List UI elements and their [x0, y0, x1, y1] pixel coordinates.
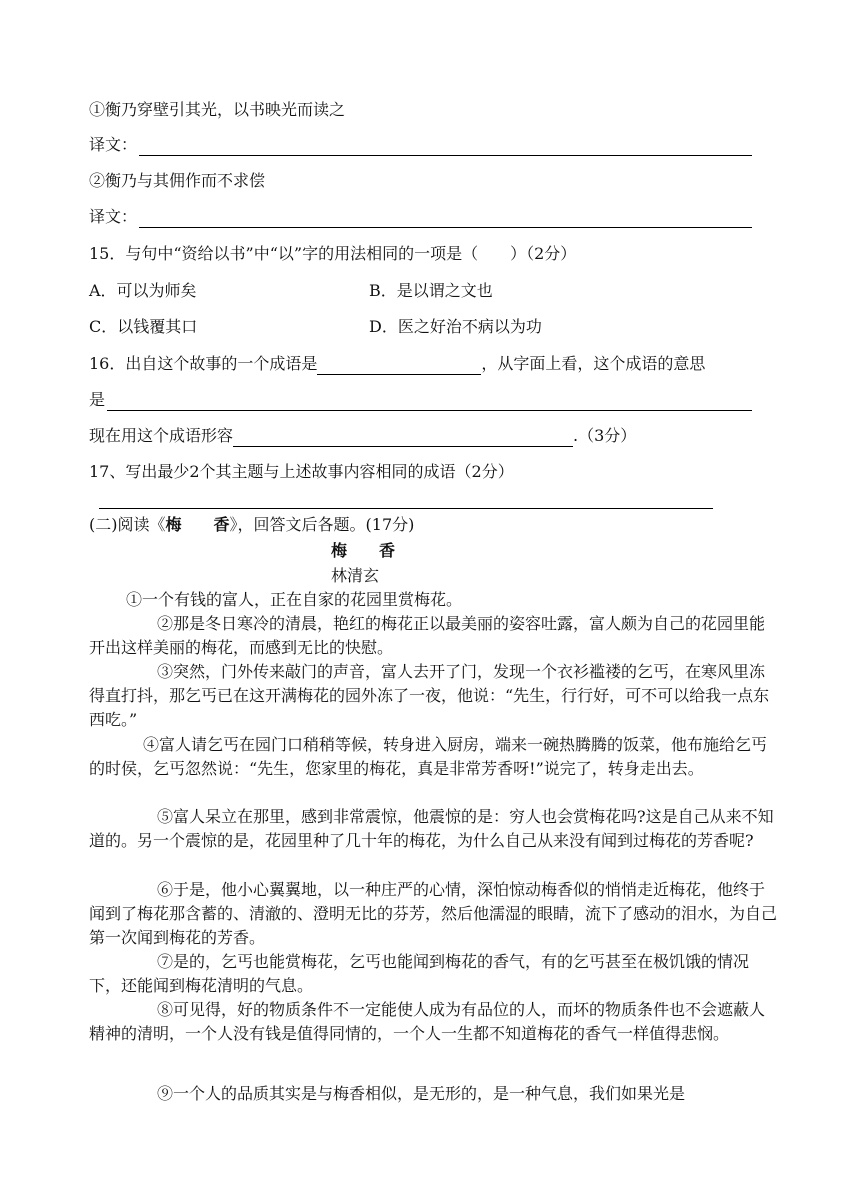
q14-item2: ②衡乃与其佣作而不求偿: [89, 171, 266, 190]
section2-title: 梅 香: [165, 515, 230, 534]
q14-item1: ①衡乃穿壁引其光，以书映光而读之: [89, 100, 346, 119]
q14-translation-line-1: [89, 134, 752, 156]
section2-suffix: 》，回答文后各题。(17分): [229, 515, 415, 534]
translation-label: 译文：: [89, 207, 138, 226]
q16-line-3: [89, 425, 636, 447]
translation-label: 译文：: [89, 135, 138, 154]
q17-stem: 17、写出最少2个其主题与上述故事内容相同的成语（2分）: [89, 462, 514, 481]
q14-translation-line-2: [89, 206, 752, 228]
q15-option-d: D．医之好治不病以为功: [369, 317, 542, 336]
meaning-answer-blank[interactable]: [107, 392, 752, 411]
essay-paragraph-9: ⑨一个人的品质其实是与梅香相似，是无形的，是一种气息，我们如果光是: [157, 1084, 686, 1103]
essay-author: 林清玄: [331, 566, 380, 585]
q16-line-2: [89, 389, 752, 411]
answer-blank[interactable]: [139, 209, 752, 228]
idiom-answer-blank[interactable]: [317, 356, 481, 375]
section2-prefix: (二)阅读《: [89, 515, 166, 534]
answer-blank[interactable]: [139, 137, 752, 156]
q16-part1: 16．出自这个故事的一个成语是: [89, 354, 318, 373]
q16-part2: ，从字面上看，这个成语的意思: [481, 354, 706, 373]
q15-stem: 15．与句中“资给以书”中“以”字的用法相同的一项是（ ）（2分）: [89, 244, 577, 263]
q16-line2-label: 是: [89, 390, 106, 409]
essay-paragraph-2: ②那是冬日寒冷的清晨，艳红的梅花正以最美丽的姿容吐露，富人颇为自己的花园里能开出这样美丽的梅花，而感到无比的快慰。: [89, 614, 766, 657]
essay-paragraph-7: ⑦是的，乞丐也能赏梅花，乞丐也能闻到梅花的香气，有的乞丐甚至在极饥饿的情况下，还能闻到梅花清明的气息。: [89, 952, 750, 995]
q15-option-c: C．以钱覆其口: [89, 317, 198, 336]
q17-answer-blank[interactable]: [99, 508, 713, 509]
section2-heading: [89, 514, 414, 536]
q16-line3-end: .（3分）: [573, 426, 637, 445]
q16-line3-label: 现在用这个成语形容: [89, 426, 234, 445]
essay-paragraph-1: ①一个有钱的富人，正在自家的花园里赏梅花。: [126, 590, 463, 609]
q15-option-a: A．可以为师矣: [89, 281, 197, 300]
q16-line-1: [89, 353, 705, 375]
essay-paragraph-6: ⑥于是，他小心翼翼地，以一种庄严的心情，深怕惊动梅香似的悄悄走近梅花，他终于闻到了梅花那含蓄的、清澈的、澄明无比的芬芳，然后他濡湿的眼睛，流下了感动的泪水，为自己第一次闻到梅花的芳香。: [89, 880, 778, 947]
essay-paragraph-4: ④富人请乞丐在园门口稍稍等候，转身进入厨房，端来一碗热腾腾的饭菜，他布施给乞丐的时侯，乞丐忽然说：“先生，您家里的梅花，真是非常芳香呀!”说完了，转身走出去。: [89, 735, 768, 778]
q15-option-b: B．是以谓之文也: [369, 281, 493, 300]
essay-paragraph-5: ⑤富人呆立在那里，感到非常震惊，他震惊的是：穷人也会赏梅花吗?这是自己从来不知道的。另一个震惊的是，花园里种了几十年的梅花，为什么自己从来没有闻到过梅花的芳香呢?: [89, 807, 774, 850]
essay-title: 梅 香: [331, 541, 396, 560]
usage-answer-blank[interactable]: [233, 428, 573, 447]
essay-paragraph-3: ③突然，门外传来敲门的声音，富人去开了门，发现一个衣衫褴褛的乞丐，在寒风里冻得直打抖，那乞丐已在这开满梅花的园外冻了一夜，他说：“先生，行行好，可不可以给我一点东西吃。”: [89, 662, 770, 729]
essay-paragraph-8: ⑧可见得，好的物质条件不一定能使人成为有品位的人，而坏的物质条件也不会遮蔽人精神的清明，一个人没有钱是值得同情的，一个人一生都不知道梅花的香气一样值得悲悯。: [89, 1000, 766, 1043]
